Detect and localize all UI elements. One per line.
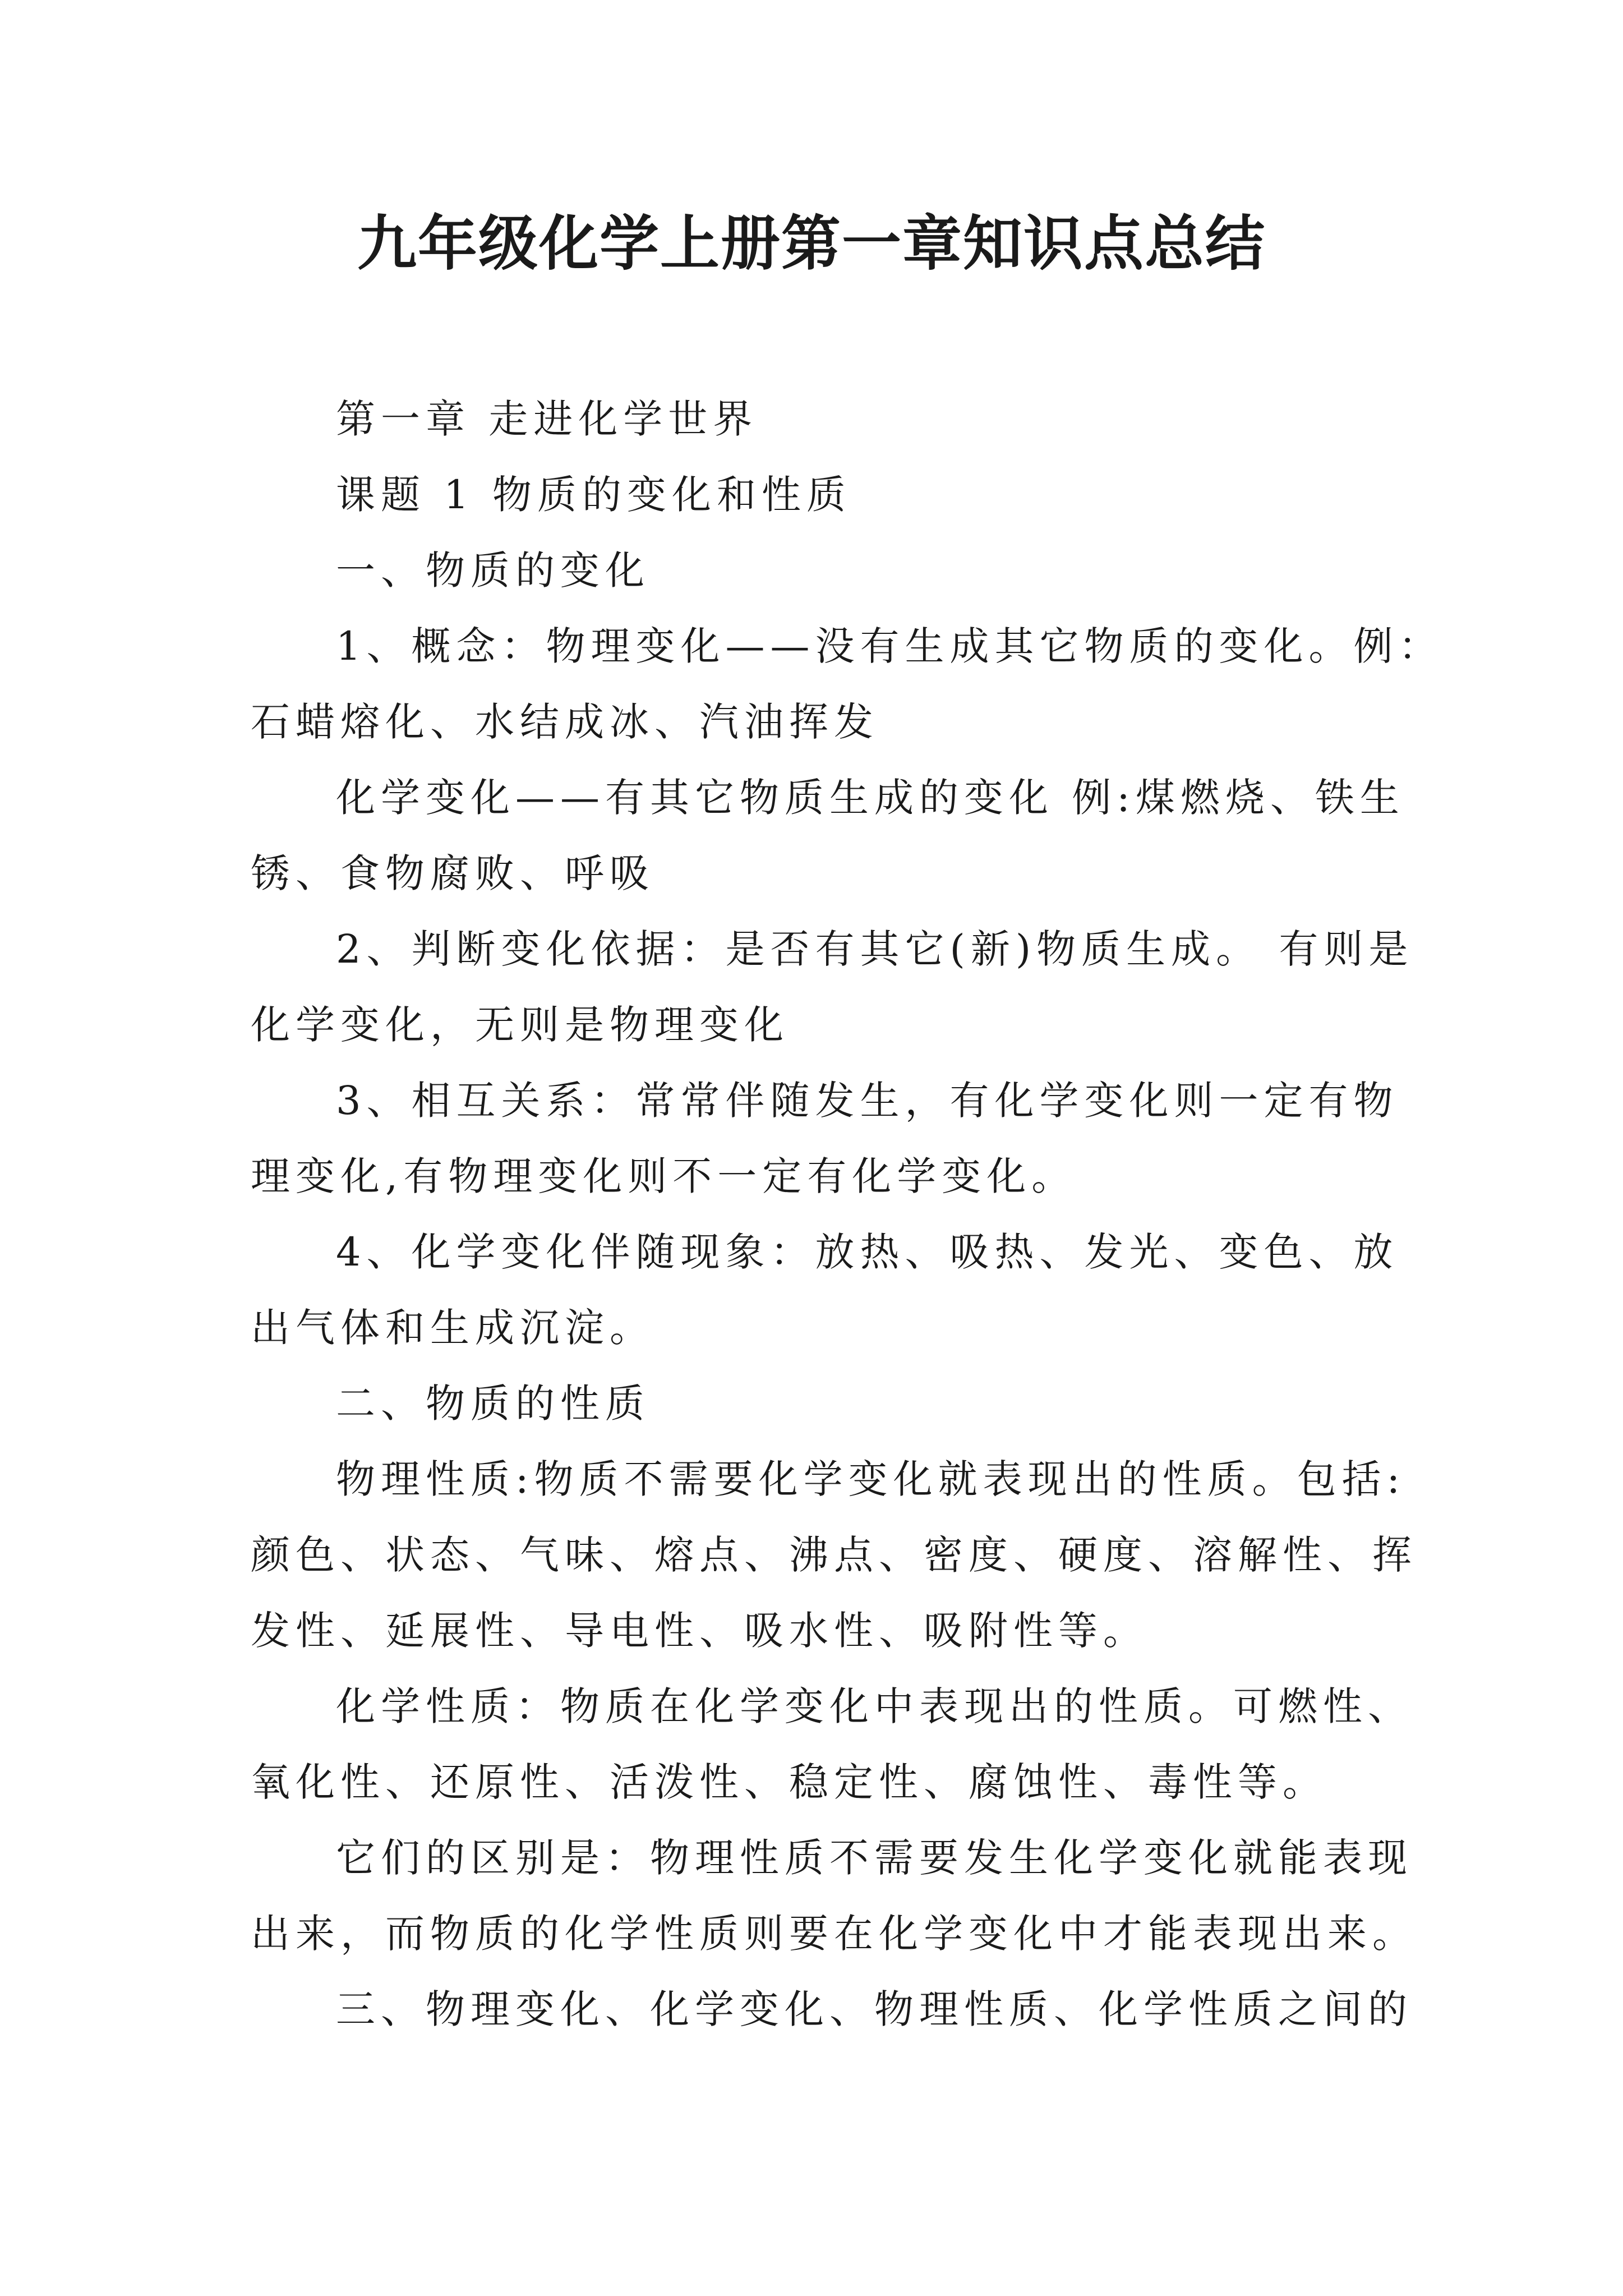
text-line: 4、化学变化伴随现象：放热、吸热、发光、变色、放 bbox=[336, 1229, 1399, 1275]
text-line: 锈、食物腐败、呼吸 bbox=[251, 850, 654, 896]
text-line: 三、物理变化、化学变化、物理性质、化学性质之间的 bbox=[336, 1986, 1413, 2032]
text-line: 第一章 走进化学世界 bbox=[336, 396, 758, 442]
text-line: 课题 1 物质的变化和性质 bbox=[336, 472, 852, 518]
text-line: 发性、延展性、导电性、吸水性、吸附性等。 bbox=[251, 1608, 1148, 1654]
text-line: 化学变化，无则是物理变化 bbox=[251, 1002, 789, 1048]
text-line: 理变化,有物理变化则不一定有化学变化。 bbox=[251, 1153, 1077, 1199]
text-line: 二、物质的性质 bbox=[336, 1381, 650, 1427]
text-line: 出气体和生成沉淀。 bbox=[251, 1305, 654, 1351]
text-line: 3、相互关系：常常伴随发生，有化学变化则一定有物 bbox=[336, 1078, 1399, 1124]
text-line: 1、概念：物理变化——没有生成其它物质的变化。例： bbox=[336, 623, 1444, 669]
text-line: 化学变化——有其它物质生成的变化 例:煤燃烧、铁生 bbox=[336, 775, 1405, 821]
text-line: 氧化性、还原性、活泼性、稳定性、腐蚀性、毒性等。 bbox=[251, 1759, 1327, 1805]
text-line: 出来，而物质的化学性质则要在化学变化中才能表现出来。 bbox=[251, 1911, 1417, 1957]
text-line: 它们的区别是：物理性质不需要发生化学变化就能表现 bbox=[336, 1835, 1413, 1881]
text-line: 石蜡熔化、水结成冰、汽油挥发 bbox=[251, 699, 879, 745]
text-line: 一、物质的变化 bbox=[336, 547, 650, 593]
document-title: 九年级化学上册第一章知识点总结 bbox=[357, 209, 1266, 278]
text-line: 物理性质:物质不需要化学变化就表现出的性质。包括: bbox=[336, 1456, 1406, 1502]
document-body bbox=[251, 381, 1444, 2047]
text-line: 化学性质：物质在化学变化中表现出的性质。可燃性、 bbox=[336, 1683, 1413, 1729]
text-line: 2、判断变化依据：是否有其它(新)物质生成。 有则是 bbox=[336, 926, 1414, 972]
text-line: 颜色、状态、气味、熔点、沸点、密度、硬度、溶解性、挥 bbox=[251, 1532, 1417, 1578]
